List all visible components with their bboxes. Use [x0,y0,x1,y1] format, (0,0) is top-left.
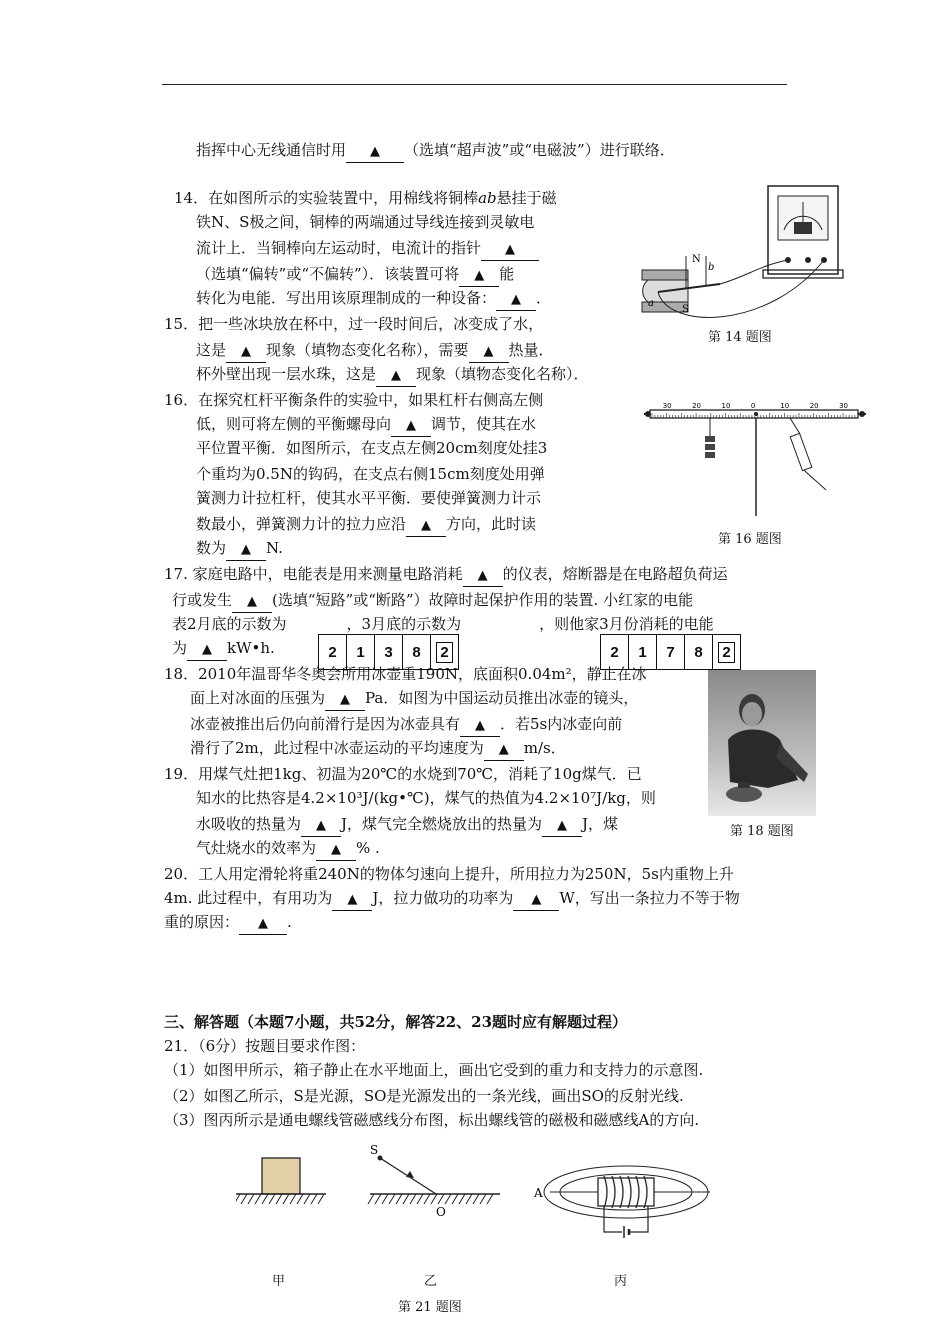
meter-digit: 8 [403,635,431,669]
answer-blank[interactable]: ▲ [301,814,341,837]
meter-digit: 2 [601,635,629,669]
answer-blank[interactable]: ▲ [325,688,365,711]
answer-blank[interactable]: ▲ [239,912,287,935]
mirror-hatch [480,1194,486,1204]
lever-tick-label: 30 [662,402,672,410]
q17-line-2: 行或发生 ▲ (选填“短路”或“断路”）故障时起保护作用的装置. 小红家的电能 [172,588,693,613]
q13-line: 指挥中心无线通信时用 ▲ （选填“超声波”或“电磁波”）进行联络． [196,138,675,163]
answer-blank[interactable]: ▲ [332,888,372,911]
pole-s-label: S [682,304,689,315]
answer-blank[interactable]: ▲ [513,888,559,911]
answer-blank[interactable]: ▲ [463,564,503,587]
mirror-hatch [438,1194,444,1204]
q20-line-3: 重的原因： ▲ . [164,910,292,935]
mirror-hatch [410,1194,416,1204]
mirror-hatch [487,1194,493,1204]
q16-line-5: 簧测力计拉杠杆，使其水平平衡．要使弹簧测力计示 [196,489,542,507]
figure-21-jia-box-on-ground [236,1152,326,1208]
mirror-hatch [382,1194,388,1204]
light-source-label: S [370,1143,379,1157]
caption-yi: 乙 [424,1274,438,1289]
caption-fig21: 第 21 题图 [398,1300,462,1315]
lever-tick-label: 10 [721,402,731,410]
q14-line-2: 铁N、S极之间，铜棒的两端通过导线连接到灵敏电 [196,213,535,231]
mirror-hatch [424,1194,430,1204]
caption-bing: 丙 [614,1274,628,1289]
q21-part-2: （2）如图乙所示，S是光源，SO是光源发出的一条光线，画出SO的反射光线. [164,1087,684,1105]
ground-hatch [297,1194,303,1204]
answer-blank[interactable]: ▲ [406,514,446,537]
q16-line-7: 数为 ▲ N. [196,536,283,561]
mirror-hatch [375,1194,381,1204]
q15-line-1: 15．把一些冰块放在杯中，过一段时间后，冰变成了水， [164,315,544,333]
lever-tick-label: 30 [839,402,849,410]
header-rule [162,84,787,85]
q17-line-1: 17. 家庭电路中，电能表是用来测量电路消耗 ▲ 的仪表，熔断器是在电路超负荷运 [164,562,728,587]
caption-fig14: 第 14 题图 [708,330,772,345]
q19-line-3: 水吸收的热量为 ▲ J，煤气完全燃烧放出的热量为 ▲ J，煤 [196,812,618,837]
ground-hatch [276,1194,282,1204]
meter-digit: 1 [347,635,375,669]
ground-hatch [248,1194,254,1204]
answer-blank[interactable]: ▲ [542,814,582,837]
caption-jia: 甲 [272,1274,286,1289]
answer-blank[interactable]: ▲ [232,590,272,613]
answer-blank[interactable]: ▲ [316,838,356,861]
q18-line-2: 面上对冰面的压强为 ▲ Pa．如图为中国运动员推出冰壶的镜头， [190,686,638,711]
q16-line-6: 数最小，弹簧测力计的拉力应沿 ▲ 方向，此时读 [196,512,536,537]
meter-digit: 2 [319,635,347,669]
mirror-hatch [403,1194,409,1204]
meter-digit: 8 [685,635,713,669]
answer-blank[interactable]: ▲ [391,414,431,437]
ground-hatch [241,1194,247,1204]
answer-blank[interactable]: ▲ [484,738,524,761]
answer-blank[interactable]: ▲ [376,364,416,387]
answer-blank[interactable]: ▲ [460,714,500,737]
q14-line-3: 流计上．当铜棒向左运动时，电流计的指针 ▲ [196,236,539,261]
caption-fig18: 第 18 题图 [730,824,794,839]
q18-line-1: 18．2010年温哥华冬奥会所用冰壶重190N，底面积0.04m²，静止在冰 [164,665,647,683]
mirror-hatch [459,1194,465,1204]
meter-digit: 1 [629,635,657,669]
q18-line-3: 冰壶被推出后仍向前滑行是因为冰壶具有 ▲ ．若5s内冰壶向前 [190,712,622,737]
ground-hatch [290,1194,296,1204]
q17-line-4: 为 ▲ kW•h. [172,636,275,661]
mirror-hatch [417,1194,423,1204]
q19-line-4: 气灶烧水的效率为 ▲ % . [196,836,380,861]
lever-tick-label: 20 [692,402,702,410]
q15-line-2: 这是 ▲ 现象（填物态变化名称），需要 ▲ 热量． [196,338,554,363]
answer-blank[interactable]: ▲ [187,638,227,661]
answer-blank[interactable]: ▲ [469,340,509,363]
answer-blank[interactable]: ▲ [496,288,536,311]
mirror-hatch [452,1194,458,1204]
answer-blank[interactable]: ▲ [346,140,404,163]
mirror-hatch [445,1194,451,1204]
lever-tick-label: 0 [750,402,756,410]
ground-hatch [304,1194,310,1204]
mirror-hatch [368,1194,374,1204]
q17-line-3: 表2月底的示数为 ，3月底的示数为 ，则他家3月份消耗的电能 [172,615,714,633]
answer-blank[interactable]: ▲ [481,238,539,261]
ground-hatch [255,1194,261,1204]
ground-hatch [311,1194,317,1204]
q21-part-1: （1）如图甲所示，箱子静止在水平地面上，画出它受到的重力和支持力的示意图. [164,1061,704,1079]
q14-line-4: （选填“偏转”或“不偏转”）．该装置可将 ▲ 能 [196,262,514,287]
q14-line-1: 14．在如图所示的实验装置中，用棉线将铜棒ab悬挂于磁 [174,189,557,207]
figure-18-curling-photo [708,670,816,816]
mirror-hatch [473,1194,479,1204]
figure-21-yi-light-ray [366,1140,502,1224]
q14-line-5: 转化为电能．写出用该原理制成的一种设备： ▲ ． [196,286,551,311]
lever-tick-label: 20 [809,402,819,410]
end-b-label: b [708,262,715,273]
meter-decimal-digit: 2 [713,635,740,669]
end-a-label: a [648,298,654,309]
ground-hatch [236,1194,240,1204]
q18-line-4: 滑行了2m，此过程中冰壶运动的平均速度为 ▲ m/s． [190,736,566,761]
pole-n-label: N [692,254,701,265]
q19-line-1: 19．用煤气灶把1kg、初温为20℃的水烧到70℃，消耗了10g煤气．已 [164,765,642,783]
answer-blank[interactable]: ▲ [459,264,499,287]
mirror-hatch [431,1194,437,1204]
meter-digit: 3 [375,635,403,669]
ground-hatch [269,1194,275,1204]
ground-hatch [262,1194,268,1204]
meter-digit: 7 [657,635,685,669]
answer-blank[interactable]: ▲ [226,538,266,561]
q16-line-3: 平位置平衡．如图所示，在支点左侧20cm刻度处挂3 [196,439,548,457]
answer-blank[interactable]: ▲ [226,340,266,363]
figure-16-lever [644,398,866,516]
q19-line-2: 知水的比热容是4.2×10³J/(kg•℃)，煤气的热值为4.2×10⁷J/kg，则 [196,789,656,807]
incidence-point-label: O [436,1205,446,1219]
mirror-hatch [396,1194,402,1204]
mirror-hatch [389,1194,395,1204]
q16-line-4: 个重均为0.5N的钩码，在支点右侧15cm刻度处用弹 [196,465,545,483]
q16-line-2: 低，则可将左侧的平衡螺母向 ▲ 调节，使其在水 [196,412,536,437]
ground-hatch [283,1194,289,1204]
section-3-heading: 三、解答题（本题7小题，共52分，解答22、23题时应有解题过程） [164,1013,628,1031]
q21-part-3: （3）图丙所示是通电螺线管磁感线分布图，标出螺线管的磁极和磁感线A的方向. [164,1111,700,1129]
q21-line: 21．（6分）按题目要求作图： [164,1037,366,1055]
q20-line-1: 20．工人用定滑轮将重240N的物体匀速向上提升，所用拉力为250N，5s内重物上升 [164,865,734,883]
ground-hatch [318,1194,324,1204]
q20-line-2: 4m. 此过程中，有用功为 ▲ J，拉力做功的功率为 ▲ W，写出一条拉力不等于物 [164,886,740,911]
q15-line-3: 杯外壁出现一层水珠，这是 ▲ 现象（填物态变化名称）． [196,362,589,387]
meter-decimal-digit: 2 [431,635,458,669]
mirror-hatch [466,1194,472,1204]
q16-line-1: 16．在探究杠杆平衡条件的实验中，如果杠杆右侧高左侧 [164,391,544,409]
figure-14-galvanometer-setup [628,180,844,330]
caption-fig16: 第 16 题图 [718,532,782,547]
figure-21-bing-solenoid-field [530,1150,716,1246]
field-line-a-label: A [534,1186,543,1200]
lever-tick-label: 10 [780,402,790,410]
